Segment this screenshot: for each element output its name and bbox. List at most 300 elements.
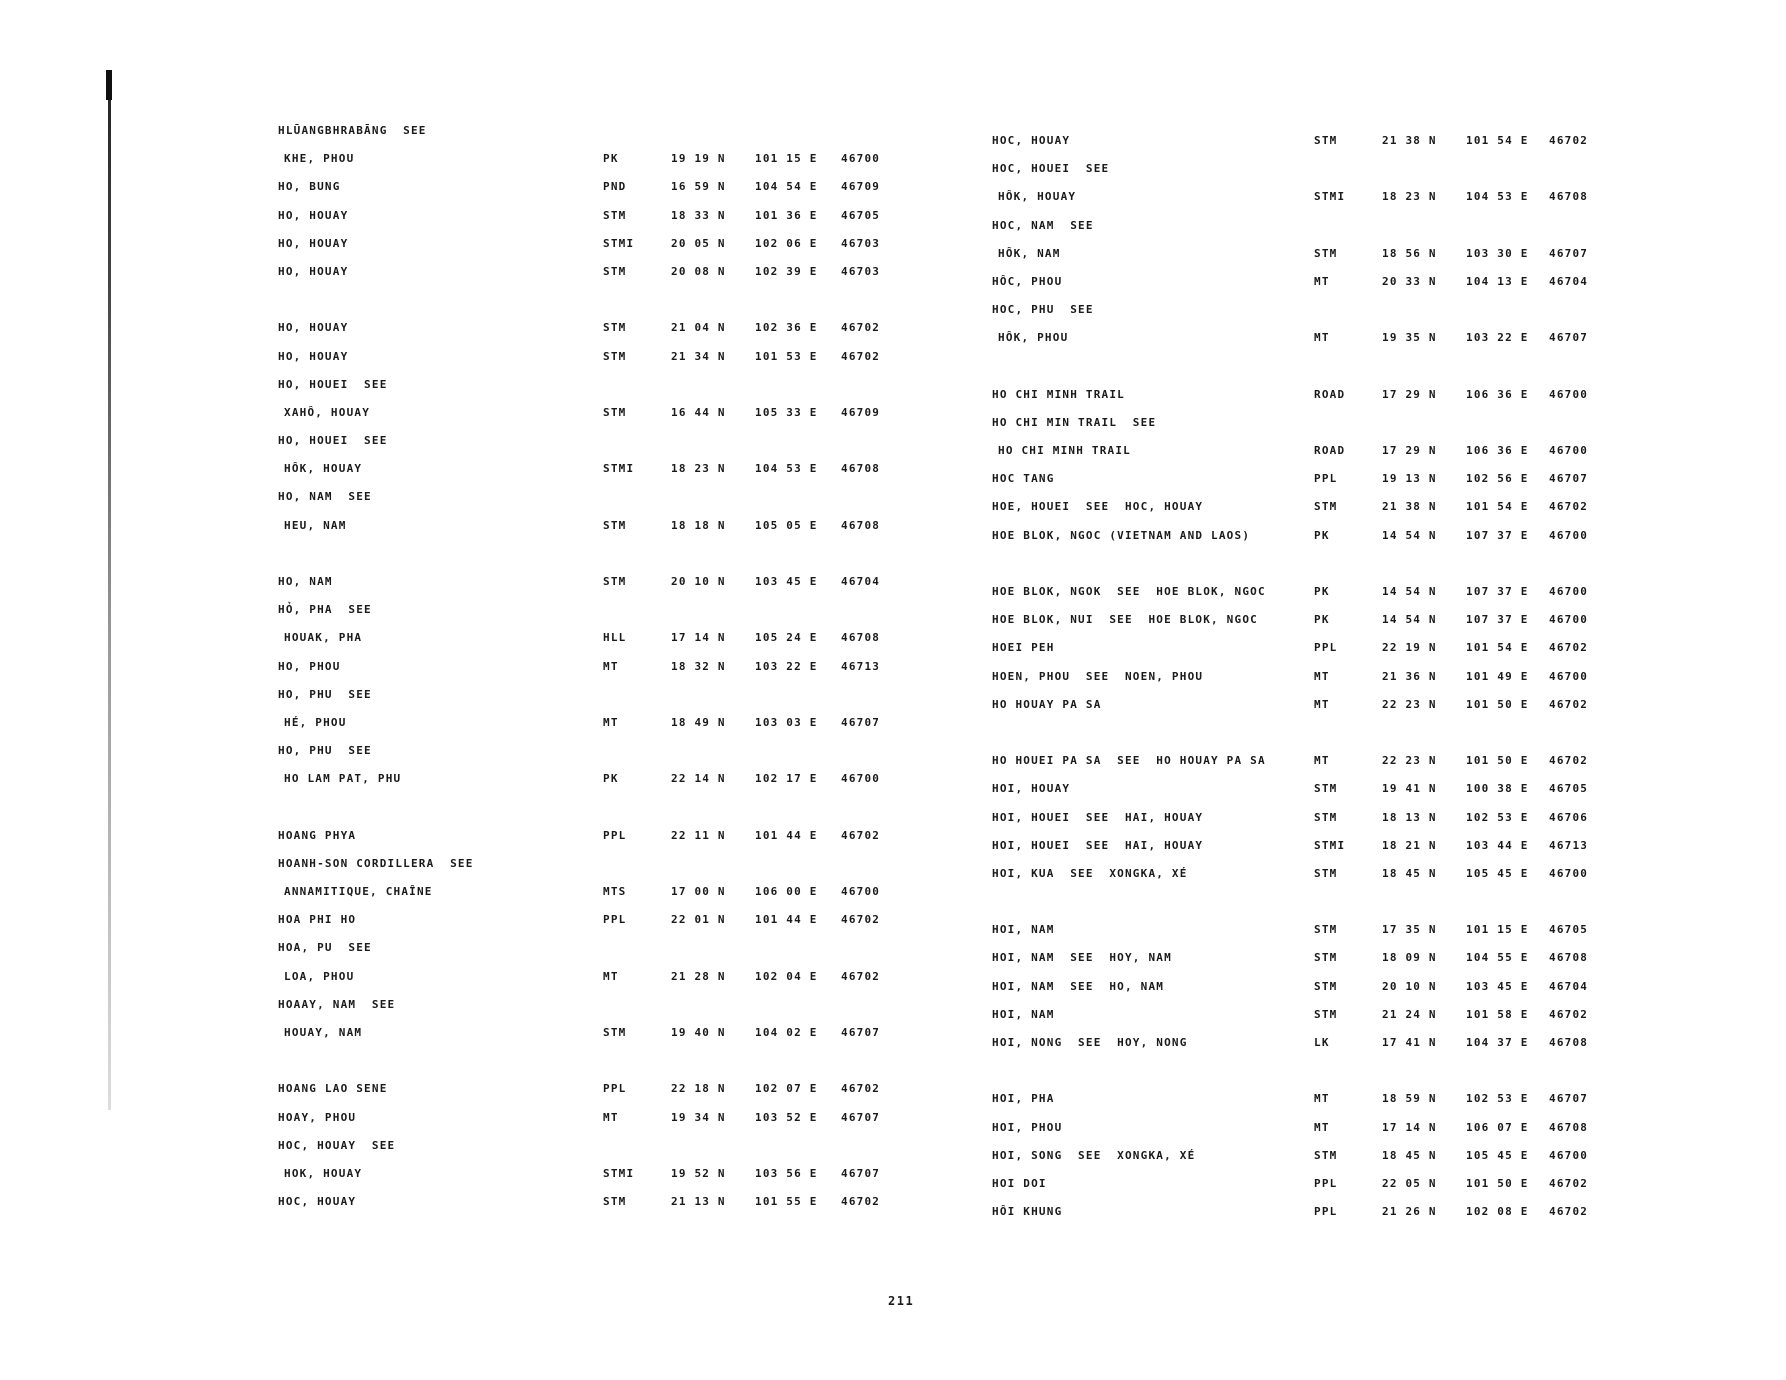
longitude: 101 54 E	[1466, 500, 1529, 514]
feature-type: MTS	[603, 885, 627, 899]
longitude: 102 53 E	[1466, 1092, 1529, 1106]
place-name: HOI, SONG SEE XONGKA, XÉ	[992, 1148, 1196, 1162]
map-sheet-code: 46702	[1549, 697, 1589, 711]
map-sheet-code: 46707	[1549, 1092, 1589, 1106]
place-name: HOANH-SON CORDILLERA SEE	[278, 856, 474, 870]
latitude: 18 21 N	[1382, 838, 1437, 852]
feature-type: STM	[1314, 1007, 1338, 1021]
entry-gap	[992, 726, 1612, 754]
gazetteer-entry	[278, 434, 898, 462]
gazetteer-entry	[278, 603, 898, 631]
map-sheet-code: 46702	[1549, 754, 1589, 768]
map-sheet-code: 46702	[841, 321, 881, 335]
feature-type: PK	[1314, 613, 1330, 627]
latitude: 20 10 N	[671, 575, 726, 588]
feature-type: MT	[603, 659, 619, 673]
entry-gap	[278, 801, 898, 829]
latitude: 19 52 N	[671, 1166, 726, 1180]
feature-type: STM	[1314, 979, 1338, 993]
gazetteer-entry	[992, 190, 1612, 218]
map-sheet-code: 46704	[841, 575, 881, 588]
longitude: 101 58 E	[1466, 1007, 1529, 1021]
latitude: 22 05 N	[1382, 1176, 1437, 1190]
map-sheet-code: 46700	[841, 772, 881, 786]
longitude: 102 07 E	[755, 1082, 818, 1096]
latitude: 21 34 N	[671, 349, 726, 363]
map-sheet-code: 46708	[1549, 1120, 1589, 1134]
longitude: 104 53 E	[1466, 190, 1529, 204]
scan-page-edge	[108, 70, 111, 1110]
place-name: HO, HOUAY	[278, 321, 349, 335]
place-name: HOI, PHA	[992, 1092, 1055, 1106]
feature-type: STM	[603, 1195, 627, 1209]
latitude: 17 41 N	[1382, 1036, 1437, 1049]
map-sheet-code: 46700	[1549, 444, 1589, 458]
feature-type: PPL	[1314, 472, 1338, 486]
gazetteer-entry	[992, 472, 1612, 500]
place-name: HỎ, PHA SEE	[278, 603, 372, 617]
feature-type: PPL	[1314, 1205, 1338, 1219]
latitude: 20 33 N	[1382, 274, 1437, 288]
place-name: HÔK, NAM	[998, 246, 1061, 260]
feature-type: STM	[603, 518, 627, 532]
place-name: HOANG PHYA	[278, 828, 357, 842]
map-sheet-code: 46702	[1549, 500, 1589, 514]
gazetteer-right-column	[992, 134, 1612, 1233]
feature-type: STM	[603, 1026, 627, 1039]
place-name: HO, PHOU	[278, 659, 341, 673]
longitude: 101 55 E	[755, 1195, 818, 1209]
latitude: 21 24 N	[1382, 1007, 1437, 1021]
longitude: 104 02 E	[755, 1026, 818, 1039]
feature-type: STM	[1314, 1148, 1338, 1162]
feature-type: STM	[1314, 500, 1338, 514]
gazetteer-entry	[992, 388, 1612, 416]
feature-type: PPL	[603, 913, 627, 927]
gazetteer-entry	[992, 444, 1612, 472]
place-name: HO CHI MINH TRAIL	[998, 444, 1131, 458]
map-sheet-code: 46704	[1549, 979, 1589, 993]
latitude: 14 54 N	[1382, 613, 1437, 627]
longitude: 101 44 E	[755, 828, 818, 842]
place-name: HOA, PU SEE	[278, 941, 372, 955]
latitude: 22 19 N	[1382, 641, 1437, 655]
longitude: 102 08 E	[1466, 1205, 1529, 1219]
place-name: HOUAY, NAM	[284, 1026, 363, 1039]
longitude: 106 00 E	[755, 885, 818, 899]
map-sheet-code: 46708	[1549, 951, 1589, 965]
map-sheet-code: 46707	[1549, 246, 1589, 260]
feature-type: STM	[603, 264, 627, 278]
longitude: 102 36 E	[755, 321, 818, 335]
latitude: 17 35 N	[1382, 923, 1437, 937]
map-sheet-code: 46705	[1549, 782, 1589, 796]
place-name: HOAAY, NAM SEE	[278, 997, 396, 1011]
gazetteer-entry	[992, 219, 1612, 247]
longitude: 101 54 E	[1466, 134, 1529, 147]
longitude: 100 38 E	[1466, 782, 1529, 796]
place-name: HO, HOUAY	[278, 349, 349, 363]
place-name: HO, HOUEI SEE	[278, 434, 388, 448]
place-name: HOI, HOUAY	[992, 782, 1071, 796]
place-name: HO CHI MIN TRAIL SEE	[992, 415, 1157, 429]
place-name: XAHÔ, HOUAY	[284, 405, 371, 419]
longitude: 105 05 E	[755, 518, 818, 532]
map-sheet-code: 46708	[841, 462, 881, 476]
feature-type: PK	[1314, 585, 1330, 598]
entry-gap	[992, 895, 1612, 923]
latitude: 14 54 N	[1382, 585, 1437, 598]
longitude: 102 53 E	[1466, 810, 1529, 824]
map-sheet-code: 46700	[1549, 585, 1589, 598]
place-name: HOI, KUA SEE XONGKA, XÉ	[992, 866, 1188, 880]
longitude: 102 06 E	[755, 236, 818, 250]
latitude: 16 59 N	[671, 180, 726, 194]
gazetteer-entry	[992, 839, 1612, 867]
feature-type: MT	[603, 969, 619, 983]
latitude: 19 19 N	[671, 152, 726, 166]
longitude: 107 37 E	[1466, 585, 1529, 598]
latitude: 18 32 N	[671, 659, 726, 673]
place-name: HOI, NAM SEE HO, NAM	[992, 979, 1165, 993]
gazetteer-entry	[278, 378, 898, 406]
place-name: HOE, HOUEI SEE HOC, HOUAY	[992, 500, 1204, 514]
feature-type: MT	[603, 1110, 619, 1124]
gazetteer-entry	[992, 1177, 1612, 1205]
latitude: 21 38 N	[1382, 134, 1437, 147]
latitude: 19 35 N	[1382, 331, 1437, 345]
place-name: HOI, NAM	[992, 1007, 1055, 1021]
map-sheet-code: 46700	[1549, 613, 1589, 627]
latitude: 19 41 N	[1382, 782, 1437, 796]
longitude: 101 49 E	[1466, 669, 1529, 683]
feature-type: STM	[1314, 782, 1338, 796]
map-sheet-code: 46702	[1549, 641, 1589, 655]
entry-gap	[992, 360, 1612, 388]
longitude: 101 54 E	[1466, 641, 1529, 655]
place-name: HOI, HOUEI SEE HAI, HOUAY	[992, 810, 1204, 824]
gazetteer-entry	[278, 1195, 898, 1223]
gazetteer-entry	[278, 575, 898, 603]
entry-gap	[278, 1054, 898, 1082]
gazetteer-entry	[992, 162, 1612, 190]
latitude: 19 13 N	[1382, 472, 1437, 486]
map-sheet-code: 46702	[1549, 1205, 1589, 1219]
feature-type: MT	[1314, 331, 1330, 345]
map-sheet-code: 46707	[841, 1026, 881, 1039]
longitude: 102 39 E	[755, 264, 818, 278]
map-sheet-code: 46707	[1549, 331, 1589, 345]
latitude: 18 23 N	[1382, 190, 1437, 204]
page-number: 211	[888, 1294, 915, 1308]
map-sheet-code: 46709	[841, 180, 881, 194]
map-sheet-code: 46702	[1549, 1007, 1589, 1021]
latitude: 21 36 N	[1382, 669, 1437, 683]
feature-type: STM	[603, 208, 627, 222]
feature-type: ROAD	[1314, 387, 1346, 401]
feature-type: MT	[1314, 754, 1330, 768]
place-name: HO, HOUAY	[278, 264, 349, 278]
map-sheet-code: 46700	[1549, 387, 1589, 401]
feature-type: STM	[1314, 866, 1338, 880]
scan-page-edge-mark	[106, 70, 112, 100]
gazetteer-entry	[992, 1121, 1612, 1149]
longitude: 104 53 E	[755, 462, 818, 476]
map-sheet-code: 46708	[1549, 190, 1589, 204]
place-name: HOI, PHOU	[992, 1120, 1063, 1134]
gazetteer-entry	[992, 331, 1612, 359]
latitude: 17 14 N	[671, 631, 726, 645]
feature-type: PPL	[1314, 641, 1338, 655]
latitude: 14 54 N	[1382, 528, 1437, 542]
gazetteer-entry	[992, 416, 1612, 444]
gazetteer-entry	[278, 631, 898, 659]
feature-type: PK	[1314, 528, 1330, 542]
feature-type: STMI	[603, 1166, 635, 1180]
place-name: HO HOUAY PA SA	[992, 697, 1102, 711]
gazetteer-entry	[278, 1026, 898, 1054]
map-sheet-code: 46702	[1549, 134, 1589, 147]
place-name: HO, BUNG	[278, 180, 341, 194]
longitude: 107 37 E	[1466, 613, 1529, 627]
place-name: HÔI KHUNG	[992, 1205, 1063, 1219]
latitude: 17 00 N	[671, 885, 726, 899]
longitude: 101 15 E	[755, 152, 818, 166]
place-name: HO, PHU SEE	[278, 687, 372, 701]
latitude: 18 33 N	[671, 208, 726, 222]
longitude: 101 44 E	[755, 913, 818, 927]
gazetteer-entry	[278, 124, 898, 152]
gazetteer-entry	[992, 1149, 1612, 1177]
longitude: 102 56 E	[1466, 472, 1529, 486]
longitude: 103 45 E	[1466, 979, 1529, 993]
latitude: 17 29 N	[1382, 387, 1437, 401]
map-sheet-code: 46700	[841, 152, 881, 166]
latitude: 17 29 N	[1382, 444, 1437, 458]
place-name: HLŪANGBHRABĀNG SEE	[278, 124, 427, 137]
latitude: 18 45 N	[1382, 866, 1437, 880]
feature-type: MT	[1314, 1120, 1330, 1134]
feature-type: STMI	[1314, 190, 1346, 204]
latitude: 22 14 N	[671, 772, 726, 786]
longitude: 105 24 E	[755, 631, 818, 645]
gazetteer-entry	[278, 321, 898, 349]
place-name: HOI, HOUEI SEE HAI, HOUAY	[992, 838, 1204, 852]
gazetteer-entry	[992, 782, 1612, 810]
gazetteer-entry	[992, 698, 1612, 726]
map-sheet-code: 46707	[841, 1110, 881, 1124]
gazetteer-entry	[278, 744, 898, 772]
place-name: HÔK, PHOU	[998, 331, 1069, 345]
map-sheet-code: 46709	[841, 405, 881, 419]
gazetteer-entry	[992, 923, 1612, 951]
feature-type: PPL	[603, 828, 627, 842]
place-name: HOC, HOUEI SEE	[992, 162, 1110, 176]
place-name: HO, HOUAY	[278, 236, 349, 250]
latitude: 22 23 N	[1382, 697, 1437, 711]
feature-type: STM	[1314, 951, 1338, 965]
gazetteer-entry	[278, 519, 898, 547]
latitude: 20 05 N	[671, 236, 726, 250]
place-name: HOE BLOK, NUI SEE HOE BLOK, NGOC	[992, 613, 1258, 627]
place-name: HO HOUEI PA SA SEE HO HOUAY PA SA	[992, 754, 1266, 768]
feature-type: STM	[1314, 923, 1338, 937]
gazetteer-entry	[992, 1008, 1612, 1036]
longitude: 101 36 E	[755, 208, 818, 222]
map-sheet-code: 46702	[841, 1195, 881, 1209]
map-sheet-code: 46700	[841, 885, 881, 899]
place-name: HO, NAM SEE	[278, 490, 372, 504]
gazetteer-entry	[992, 303, 1612, 331]
latitude: 21 26 N	[1382, 1205, 1437, 1219]
longitude: 101 50 E	[1466, 697, 1529, 711]
longitude: 101 50 E	[1466, 1176, 1529, 1190]
place-name: HO LAM PAT, PHU	[284, 772, 402, 786]
latitude: 18 18 N	[671, 518, 726, 532]
latitude: 18 13 N	[1382, 810, 1437, 824]
map-sheet-code: 46713	[841, 659, 881, 673]
place-name: HOI, NONG SEE HOY, NONG	[992, 1036, 1188, 1049]
place-name: HO, PHU SEE	[278, 744, 372, 758]
latitude: 22 23 N	[1382, 754, 1437, 768]
longitude: 103 03 E	[755, 715, 818, 729]
entry-gap	[278, 293, 898, 321]
feature-type: STM	[603, 575, 627, 588]
gazetteer-entry	[278, 1139, 898, 1167]
latitude: 18 59 N	[1382, 1092, 1437, 1106]
place-name: HOE BLOK, NGOK SEE HOE BLOK, NGOC	[992, 585, 1266, 598]
gazetteer-entry	[278, 265, 898, 293]
feature-type: MT	[1314, 274, 1330, 288]
feature-type: PPL	[1314, 1176, 1338, 1190]
latitude: 18 56 N	[1382, 246, 1437, 260]
map-sheet-code: 46700	[1549, 669, 1589, 683]
gazetteer-entry	[278, 490, 898, 518]
latitude: 22 11 N	[671, 828, 726, 842]
latitude: 21 38 N	[1382, 500, 1437, 514]
latitude: 19 34 N	[671, 1110, 726, 1124]
feature-type: PK	[603, 772, 619, 786]
place-name: HÉ, PHOU	[284, 715, 347, 729]
place-name: LOA, PHOU	[284, 969, 355, 983]
gazetteer-entry	[278, 716, 898, 744]
longitude: 103 30 E	[1466, 246, 1529, 260]
place-name: HOANG LAO SENE	[278, 1082, 388, 1096]
map-sheet-code: 46708	[841, 631, 881, 645]
gazetteer-entry	[992, 811, 1612, 839]
feature-type: STM	[603, 349, 627, 363]
map-sheet-code: 46707	[1549, 472, 1589, 486]
feature-type: PK	[603, 152, 619, 166]
place-name: HOC, HOUAY SEE	[278, 1138, 396, 1152]
longitude: 103 44 E	[1466, 838, 1529, 852]
place-name: HOUAK, PHA	[284, 631, 363, 645]
longitude: 106 36 E	[1466, 387, 1529, 401]
feature-type: STMI	[1314, 838, 1346, 852]
gazetteer-entry	[278, 209, 898, 237]
place-name: HOI DOI	[992, 1176, 1047, 1190]
longitude: 103 45 E	[755, 575, 818, 588]
feature-type: STMI	[603, 462, 635, 476]
feature-type: STMI	[603, 236, 635, 250]
place-name: HEU, NAM	[284, 518, 347, 532]
gazetteer-entry	[992, 134, 1612, 162]
place-name: HOC TANG	[992, 472, 1055, 486]
gazetteer-entry	[278, 772, 898, 800]
gazetteer-entry	[278, 406, 898, 434]
gazetteer-entry	[278, 829, 898, 857]
latitude: 21 13 N	[671, 1195, 726, 1209]
place-name: HOK, HOUAY	[284, 1166, 363, 1180]
map-sheet-code: 46702	[841, 1082, 881, 1096]
place-name: KHE, PHOU	[284, 152, 355, 166]
gazetteer-entry	[992, 641, 1612, 669]
gazetteer-entry	[992, 980, 1612, 1008]
map-sheet-code: 46700	[1549, 1148, 1589, 1162]
latitude: 19 40 N	[671, 1026, 726, 1039]
map-sheet-code: 46703	[841, 236, 881, 250]
gazetteer-entry	[278, 660, 898, 688]
latitude: 22 18 N	[671, 1082, 726, 1096]
longitude: 107 37 E	[1466, 528, 1529, 542]
gazetteer-left-column	[278, 124, 898, 1223]
map-sheet-code: 46702	[841, 349, 881, 363]
gazetteer-entry	[278, 913, 898, 941]
longitude: 101 15 E	[1466, 923, 1529, 937]
gazetteer-entry	[992, 670, 1612, 698]
place-name: HOEI PEH	[992, 641, 1055, 655]
map-sheet-code: 46703	[841, 264, 881, 278]
gazetteer-entry	[992, 754, 1612, 782]
longitude: 101 50 E	[1466, 754, 1529, 768]
place-name: HÔC, PHOU	[992, 274, 1063, 288]
map-sheet-code: 46702	[841, 913, 881, 927]
gazetteer-entry	[278, 857, 898, 885]
map-sheet-code: 46704	[1549, 274, 1589, 288]
place-name: HOC, HOUAY	[992, 134, 1071, 147]
feature-type: LK	[1314, 1036, 1330, 1049]
latitude: 21 28 N	[671, 969, 726, 983]
gazetteer-entry	[278, 180, 898, 208]
gazetteer-entry	[992, 529, 1612, 557]
feature-type: STM	[603, 321, 627, 335]
feature-type: STM	[1314, 134, 1338, 147]
feature-type: HLL	[603, 631, 627, 645]
place-name: HOE BLOK, NGOC (VIETNAM AND LAOS)	[992, 528, 1251, 542]
longitude: 106 36 E	[1466, 444, 1529, 458]
gazetteer-entry	[992, 500, 1612, 528]
gazetteer-entry	[278, 1082, 898, 1110]
longitude: 102 04 E	[755, 969, 818, 983]
latitude: 21 04 N	[671, 321, 726, 335]
feature-type: MT	[1314, 669, 1330, 683]
longitude: 102 17 E	[755, 772, 818, 786]
gazetteer-entry	[278, 152, 898, 180]
longitude: 104 54 E	[755, 180, 818, 194]
longitude: 103 22 E	[755, 659, 818, 673]
entry-gap	[278, 547, 898, 575]
feature-type: PPL	[603, 1082, 627, 1096]
map-sheet-code: 46713	[1549, 838, 1589, 852]
map-sheet-code: 46708	[1549, 1036, 1589, 1049]
latitude: 18 49 N	[671, 715, 726, 729]
gazetteer-entry	[278, 885, 898, 913]
longitude: 104 55 E	[1466, 951, 1529, 965]
place-name: HOC, PHU SEE	[992, 303, 1094, 317]
entry-gap	[992, 1064, 1612, 1092]
feature-type: STM	[1314, 246, 1338, 260]
feature-type: STM	[1314, 810, 1338, 824]
